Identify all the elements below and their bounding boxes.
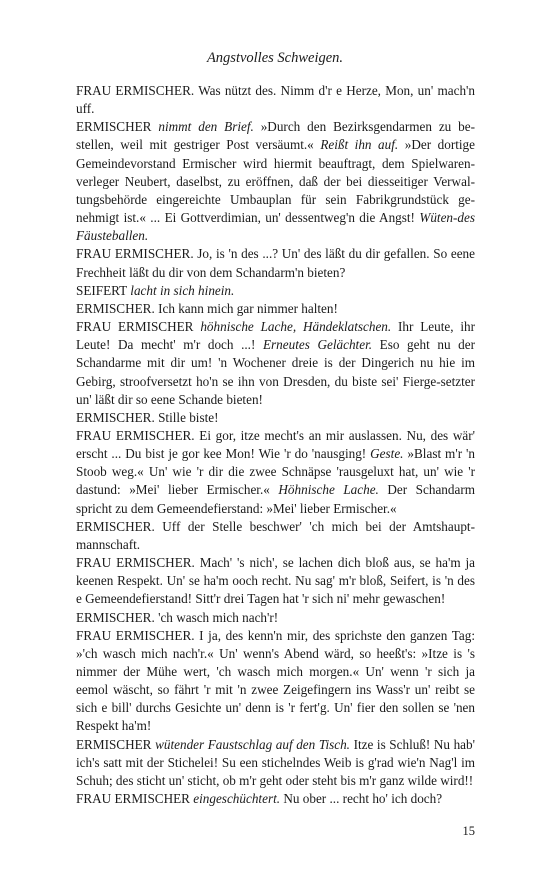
dialogue-text-block xyxy=(76,82,475,808)
spoken-text: Itze is Schluß! Nu hab' ich's satt mit der Stichelei! Su een stichelndes Weib is g'rad wie'n Nag'l im Schuh; des sticht un' sticht, ob m'r geht oder steht bis m'r ganz wilde wird!! xyxy=(76,736,475,788)
dialogue-paragraph xyxy=(76,518,475,554)
spoken-text: Ihr Leute, ihr Leute! Da mecht' m'r doch ...! xyxy=(76,319,476,353)
speaker-name: ERMISCHER xyxy=(76,736,152,752)
spoken-text: »Der dortige Gemeindevorstand Ermischer wird hiermit beauftragt, dem Spielwaren-verleger Neubert, daselbst, zu eröffnen, daß der bei diesseitiger Verwal-tungsbehörde eingereichte Umbauplan für sein Fabrikgrundstück ge-nehmigt ist.« ... Ei Gottverdimian, un' dessentweg'n die Angst! xyxy=(76,137,476,226)
spoken-text: Uff der Stelle beschwer' 'ch mich bei der Amtshaupt-mannschaft. xyxy=(76,518,475,552)
spoken-text: »Blast m'r 'n Stoob weg.« Un' wie 'r dir die zwee Schnäpse 'rausgeluxt hat, un' wie 'r dastund: »Mei' lieber Ermischer.« xyxy=(76,446,476,498)
stage-direction: höhnische Lache, Händeklatschen. xyxy=(200,319,392,335)
spoken-text: I ja, des kenn'n mir, des sprichste den ganzen Tag: »'ch wasch mich nach'r.« Un' wenn's Abend wärd, so heeßt's: »Itze is 's nimmer der Mühe wert, 'ch wasch mich morgen.« Un' wenn 'r sich ja eemol wäscht, so fährt 'r mit 'n zwee Zeigefingern ins Wass'r un' reibt se sich e bill' durchs Gesichte un' denn is 'r fert'g. Un' fier den sollen se 'nen Respekt ha'm! xyxy=(76,627,475,734)
dialogue-paragraph xyxy=(76,427,475,518)
speaker-name: FRAU ERMISCHER. xyxy=(76,427,195,443)
speaker-name: SEIFERT xyxy=(76,282,127,298)
dialogue-paragraph xyxy=(76,82,475,118)
page-number: 15 xyxy=(462,824,475,838)
speaker-name: FRAU ERMISCHER. xyxy=(76,555,195,571)
speaker-name: ERMISCHER. xyxy=(76,300,155,316)
dialogue-paragraph xyxy=(76,609,475,627)
speaker-name: ERMISCHER. xyxy=(76,609,155,625)
dialogue-paragraph xyxy=(76,554,475,608)
spoken-text: Stille biste! xyxy=(154,409,219,425)
spoken-text: »Durch den Bezirksgendarmen zu be-stellen, weil mit gestriger Post versäumt.« xyxy=(76,119,475,153)
speaker-name: ERMISCHER xyxy=(76,119,152,135)
speaker-name: ERMISCHER. xyxy=(76,518,155,534)
spoken-text: Ei gor, itze mecht's an mir auslassen. Nu, des wär' erscht ... Du bist je gor kee Mon! Wie 'r do 'nausging! xyxy=(76,427,475,462)
spoken-text: Was nützt des. Nimm d'r e Herze, Mon, un' mach'n uff. xyxy=(76,83,476,117)
speaker-name: ERMISCHER. xyxy=(76,409,155,425)
stage-direction: lacht in sich hinein. xyxy=(130,282,235,298)
dialogue-paragraph xyxy=(76,245,475,281)
dialogue-paragraph xyxy=(76,736,475,790)
speaker-name: FRAU ERMISCHER. xyxy=(76,83,195,98)
spoken-text: Ich kann mich gar nimmer halten! xyxy=(154,300,338,316)
spoken-text: Der Schandarm spricht zu dem Gemeendefierstand: »Mei' lieber Ermischer.« xyxy=(76,482,475,516)
speaker-name: FRAU ERMISCHER. xyxy=(76,627,195,643)
stage-direction: wütender Faustschlag auf den Tisch. xyxy=(155,736,350,752)
spoken-text: Mach' 's nich', se lachen dich bloß aus, se ha'm ja keenen Respekt. Un' se ha'm ooch recht. Nu sag' m'r bloß, Seifert, is 'n des e Gemeendefierstand! Sitt'r drei Tagen hat 'r sich ni' mehr gewaschen! xyxy=(76,555,476,607)
spoken-text: Eso geht nu der Schandarme mit dir um! 'n Wochener dreie is der Dingerich nu hie im Gebirg, stroofversetzt ho'n se ihn von Dresden, du biste sei' Fierge-setzter un' läßt dir so eene Schande bieten! xyxy=(76,337,475,407)
dialogue-paragraph xyxy=(76,790,475,808)
speaker-name: FRAU ERMISCHER xyxy=(76,791,190,807)
spoken-text: Jo, is 'n des ...? Un' des läßt du dir gefallen. So eene Frechheit läßt du dir von dem Schandarm'n bieten? xyxy=(76,246,475,280)
running-head-title: Angstvolles Schweigen. xyxy=(206,50,344,66)
stage-direction: Reißt ihn auf. xyxy=(320,137,399,153)
dialogue-paragraph xyxy=(76,282,475,300)
stage-direction: eingeschüchtert. xyxy=(193,791,281,807)
spoken-text: 'ch wasch mich nach'r! xyxy=(154,609,279,625)
stage-direction: Wüten-des Fäusteballen. xyxy=(76,210,475,244)
speaker-name: FRAU ERMISCHER. xyxy=(76,246,194,262)
stage-direction: Erneutes Gelächter. xyxy=(262,337,373,353)
dialogue-paragraph xyxy=(76,409,475,427)
stage-direction: Höhnische Lache. xyxy=(278,482,379,498)
stage-direction: Geste. xyxy=(370,446,404,462)
dialogue-paragraph xyxy=(76,318,475,409)
spoken-text: Nu ober ... recht ho' ich doch? xyxy=(280,791,443,807)
dialogue-paragraph xyxy=(76,627,475,736)
dialogue-paragraph xyxy=(76,300,475,318)
speaker-name: FRAU ERMISCHER xyxy=(76,319,194,335)
dialogue-paragraph xyxy=(76,118,475,245)
stage-direction: nimmt den Brief. xyxy=(158,119,254,135)
